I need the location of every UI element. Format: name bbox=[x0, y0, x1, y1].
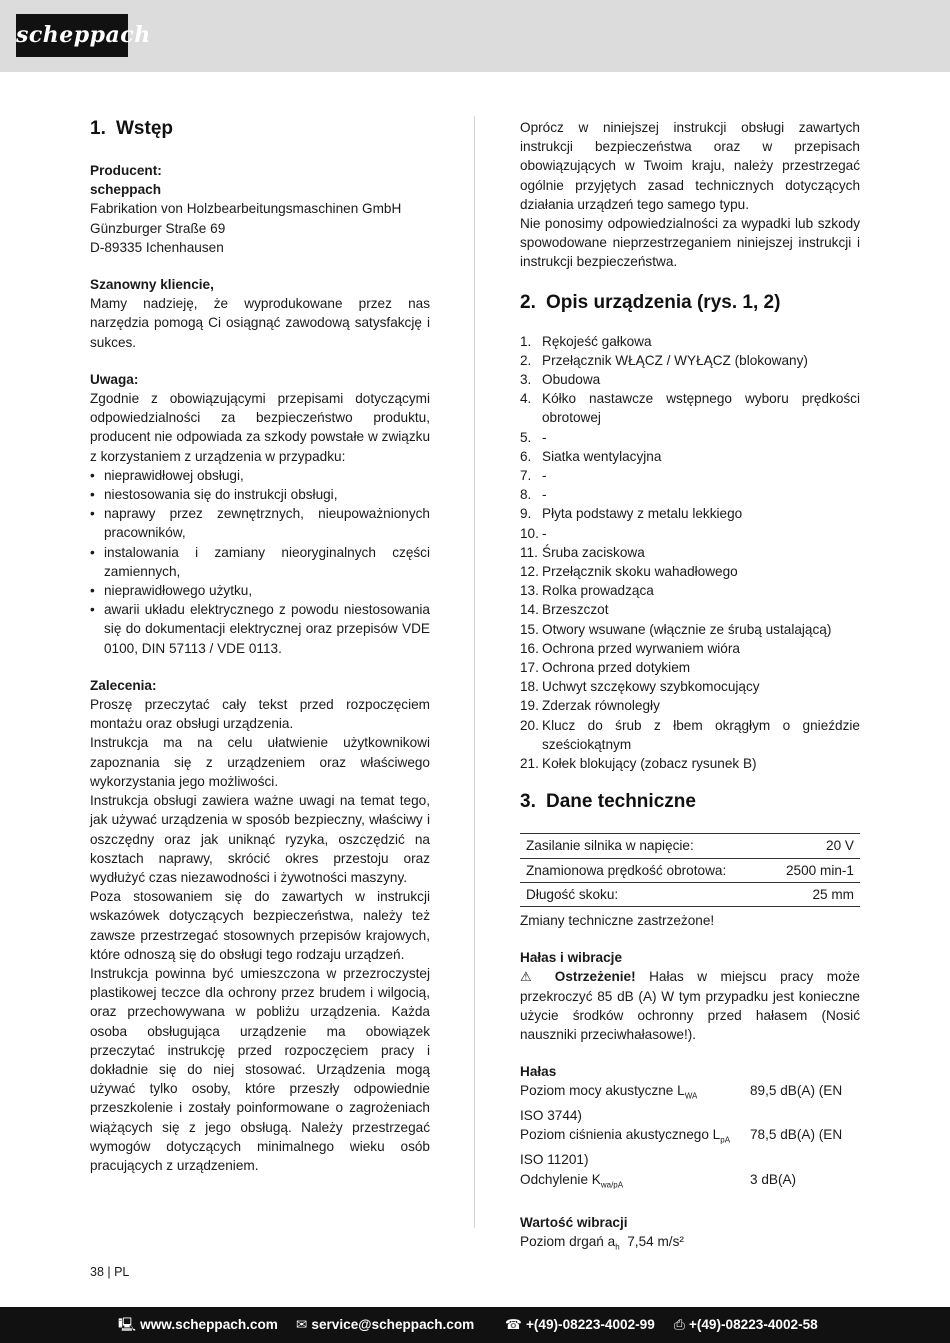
list-item: 3. Obudowa bbox=[520, 372, 601, 388]
list-item: 11. Śruba zaciskowa bbox=[520, 544, 645, 560]
monitor-icon: 🖳 bbox=[118, 1317, 137, 1332]
mail-icon: ✉ bbox=[296, 1317, 308, 1332]
dear-customer-label: Szanowny kliencie, bbox=[90, 277, 214, 293]
recommendation-paragraph: Proszę przeczytać cały tekst przed rozpoczęciem montażu oraz obsługi urządzenia. bbox=[90, 697, 430, 732]
footer-email[interactable]: ✉ service@scheppach.com bbox=[296, 1317, 475, 1332]
footer-phone[interactable]: ☎ +(49)-08223-4002-99 bbox=[505, 1317, 655, 1332]
producer-line: Günzburger Straße 69 bbox=[90, 220, 226, 236]
list-item: 4. Kółko nastawcze wstępnego wyboru prędkości obrotowej bbox=[520, 391, 860, 426]
producer-label: Producent: bbox=[90, 163, 162, 178]
list-item: 19. Zderzak równoległy bbox=[520, 698, 660, 714]
recommendation-paragraph: Instrukcja powinna być umieszczona w przezroczystej plastikowej teczce dla ochrony przez brudem i wilgocią, oraz przechowywana w pobliżu urządzenia. Każda osoba obsługująca urządzenie ma obowiązek przeczytać instrukcję przed rozpoczęciem pracy i dokładnie się do niej stosować. Urządzenia mogą używać tylko osoby, które przeszły odpowiednie przeszkolenie i zostały poinformowane o zagrożeniach wiążących się z jego obsługą. Należy przestrzegać wymogów dotyczących minimalnego wieku osób pracujących z urządzeniem. bbox=[90, 965, 430, 1173]
section-heading-technical-data: 3. Dane techniczne bbox=[520, 791, 696, 813]
list-item: 13. Rolka prowadząca bbox=[520, 583, 654, 599]
list-item: 9. Płyta podstawy z metalu lekkiego bbox=[520, 506, 743, 522]
technical-data-table bbox=[520, 833, 860, 907]
footer-website[interactable]: 🖳 www.scheppach.com bbox=[118, 1317, 278, 1332]
noise-vibration-label: Hałas i wibracje bbox=[520, 950, 623, 966]
list-item: 1. Rękojeść gałkowa bbox=[520, 333, 652, 349]
parts-list bbox=[520, 332, 860, 774]
intro-paragraph: Oprócz w niniejszej instrukcji obsługi zawartych instrukcji bezpieczeństwa oraz w przepisach obowiązujących w Twoim kraju, należy przestrzegać ogólnie przyjętych zasad technicznych dotyczących działania urządzeń tego samego typu. bbox=[520, 120, 860, 212]
list-item: 7. - bbox=[520, 468, 547, 484]
list-item: • naprawy przez zewnętrznych, nieupoważnionych pracowników, bbox=[90, 504, 430, 542]
list-item: 21. Kołek blokujący (zobacz rysunek B) bbox=[520, 756, 757, 772]
recommendations-label: Zalecenia: bbox=[90, 677, 157, 693]
list-item: 10. - bbox=[520, 525, 547, 541]
vibration-label: Wartość wibracji bbox=[520, 1214, 628, 1230]
note-text: Zgodnie z obowiązującymi przepisami dotyczącymi odpowiedzialności za bezpieczeństwo produktu, producent nie odpowiada za szkody powstałe w związku z korzystaniem z urządzenia w przypadku: bbox=[90, 391, 430, 464]
intro-paragraph: Nie ponosimy odpowiedzialności za wypadki lub szkody spowodowane nieprzestrzeganiem niniejszej instrukcji i instrukcji bezpieczeństwa. bbox=[520, 216, 860, 270]
warning-text: ⚠ Ostrzeżenie! Hałas w miejscu pracy może przekroczyć 85 dB (A) W tym przypadku jest konieczne użycie środków ochronny przed hałasem (Nosić nauszniki przeciwhałasowe!). bbox=[520, 969, 860, 1042]
producer-name: scheppach bbox=[90, 182, 162, 198]
list-item: 2. Przełącznik WŁĄCZ / WYŁĄCZ (blokowany) bbox=[520, 352, 808, 368]
table-cell-label: Znamionowa prędkość obrotowa: bbox=[520, 858, 767, 882]
list-item: 8. - bbox=[520, 487, 547, 503]
recommendation-paragraph: Instrukcja ma na celu ułatwienie użytkownikowi zapoznania się z urządzeniem oraz właściwego wykorzystania jego możliwości. bbox=[90, 735, 430, 789]
noise-row-continued: ISO 11201) bbox=[520, 1152, 589, 1168]
table-row bbox=[520, 882, 860, 906]
fax-icon: ⎙ bbox=[674, 1317, 685, 1332]
noise-row-continued: ISO 3744) bbox=[520, 1108, 582, 1124]
list-item: • nieprawidłowego użytku, bbox=[90, 581, 430, 600]
footer-fax[interactable]: ⎙ +(49)-08223-4002-58 bbox=[674, 1317, 818, 1332]
recommendation-paragraph: Poza stosowaniem się do zawartych w instrukcji wskazówek dotyczących bezpieczeństwa, należy też zawsze przestrzegać stosownych przepisów krajowych, które odnoszą się do obsługi tego rodzaju urządzeń. bbox=[90, 889, 430, 962]
noise-row: Poziom ciśnienia akustycznego $L_{pA}$ 78,5 dB(A) (EN bbox=[520, 1127, 843, 1146]
producer-line: D-89335 Ichenhausen bbox=[90, 239, 224, 255]
table-cell-value: 2500 min-1 bbox=[767, 858, 860, 882]
recommendation-paragraph: Instrukcja obsługi zawiera ważne uwagi na temat tego, jak używać urządzenia w sposób bezpieczny, właściwy i oszczędny oraz jak uniknąć ryzyka, oszczędzić na kosztach naprawy, skrócić okres przestoju oraz wydłużyć czas niezawodności i żywotności maszyny. bbox=[90, 793, 430, 885]
list-item: 18. Uchwyt szczękowy szybkomocujący bbox=[520, 679, 760, 695]
scheppach-logo: scheppach bbox=[16, 14, 128, 57]
page-number: 38 | PL bbox=[90, 1265, 130, 1279]
header-bar bbox=[0, 0, 950, 72]
table-cell-value: 20 V bbox=[767, 834, 860, 858]
list-item: 20. Klucz do śrub z łbem okrągłym o gnieździe sześciokątnym bbox=[520, 717, 860, 752]
producer-line: Fabrikation von Holzbearbeitungsmaschinen GmbH bbox=[90, 201, 402, 217]
vibration-row: Poziom drgań $a_h$ 7,54 m/s² bbox=[520, 1233, 684, 1252]
warning-triangle-icon: ⚠ bbox=[520, 969, 542, 985]
list-item: 17. Ochrona przed dotykiem bbox=[520, 660, 691, 676]
list-item: • nieprawidłowej obsługi, bbox=[90, 466, 430, 485]
list-item: 14. Brzeszczot bbox=[520, 602, 609, 618]
noise-row: Poziom mocy akustyczne $L_{WA}$ 89,5 dB(A) (EN bbox=[520, 1083, 843, 1102]
section-heading-intro: 1. Wstęp bbox=[90, 118, 173, 139]
list-item: • awarii układu elektrycznego z powodu niestosowania się do dokumentacji elektrycznej oraz przepisów VDE 0100, DIN 57113 / VDE 0113. bbox=[90, 600, 430, 658]
table-cell-label: Zasilanie silnika w napięcie: bbox=[520, 834, 767, 858]
noise-row: Odchylenie $K_{wa/pA}$ 3 dB(A) bbox=[520, 1171, 797, 1190]
footer-bar bbox=[0, 1307, 950, 1343]
list-item: 5. - bbox=[520, 429, 547, 445]
table-row bbox=[520, 834, 860, 858]
left-column bbox=[90, 118, 430, 1175]
phone-icon: ☎ bbox=[505, 1317, 522, 1332]
liability-list bbox=[90, 466, 430, 658]
list-item: • niestosowania się do instrukcji obsługi, bbox=[90, 485, 430, 504]
table-cell-label: Długość skoku: bbox=[520, 882, 767, 906]
noise-label: Hałas bbox=[520, 1064, 557, 1080]
table-cell-value: 25 mm bbox=[767, 882, 860, 906]
list-item: 6. Siatka wentylacyjna bbox=[520, 448, 662, 464]
technical-changes-note: Zmiany techniczne zastrzeżone! bbox=[520, 912, 715, 928]
section-heading-description: 2. Opis urządzenia (rys. 1, 2) bbox=[520, 291, 781, 313]
right-column bbox=[520, 118, 860, 1257]
list-item: 12. Przełącznik skoku wahadłowego bbox=[520, 564, 738, 580]
dear-customer-text: Mamy nadzieję, że wyprodukowane przez nas narzędzia pomogą Ci osiągnąć zawodową satysfakcję i sukces. bbox=[90, 296, 430, 350]
list-item: • instalowania i zamiany nieoryginalnych części zamiennych, bbox=[90, 543, 430, 581]
table-row bbox=[520, 858, 860, 882]
list-item: 15. Otwory wsuwane (włącznie ze śrubą ustalającą) bbox=[520, 621, 832, 637]
note-label: Uwaga: bbox=[90, 371, 139, 387]
column-divider bbox=[474, 116, 475, 1228]
list-item: 16. Ochrona przed wyrwaniem wióra bbox=[520, 640, 740, 656]
